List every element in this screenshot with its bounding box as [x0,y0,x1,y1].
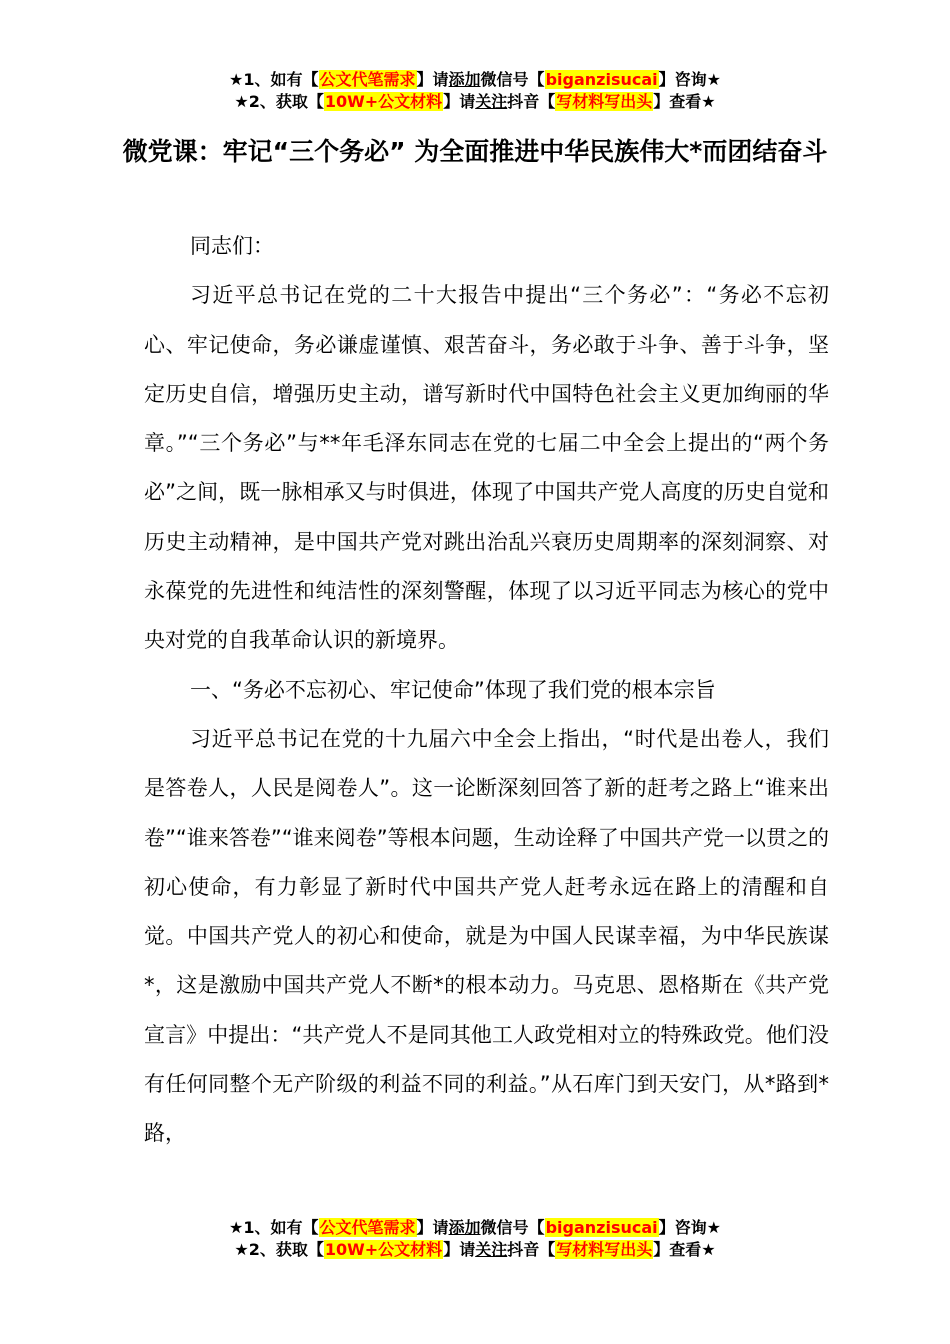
highlight-text: 公文代笔需求 [319,1218,416,1237]
banner-line-1 [0,69,950,91]
section-heading: 一、“务必不忘初心、牢记使命”体现了我们党的根本宗旨 [190,677,716,702]
banner-text: 】咨询★ [658,70,721,89]
banner-line-2 [0,1239,950,1261]
banner-text: ★2、获取【 [234,92,324,111]
banner-text: 】查看★ [653,1240,716,1259]
banner-text: ★2、获取【 [234,1240,324,1259]
underlined-text: 关注 [475,92,508,111]
banner-text: 】咨询★ [658,1218,721,1237]
footer-banner [0,1217,950,1261]
banner-text: 抖音【 [507,92,556,111]
banner-text: 微信号【 [480,70,545,89]
underlined-text: 关注 [475,1240,508,1259]
paragraph: 习近平总书记在党的十九届六中全会上指出，“时代是出卷人，我们是答卷人，人民是阅卷人”。这一论断深刻回答了新的赶考之路上“谁来出卷”“谁来答卷”“谁来阅卷”等根本问题，生动诠释了中国共产党一以贯之的初心使命，有力彰显了新时代中国共产党人赶考永远在路上的清醒和自觉。中国共产党人的初心和使命，就是为中国人民谋幸福，为中华民族谋*，这是激励中国共产党人不断*的根本动力。马克思、恩格斯在《共产党宣言》中提出：“共产党人不是同其他工人政党相对立的特殊政党。他们没有任何同整个无产阶级的利益不同的利益。”从石库门到天安门，从*路到*路， [144,726,829,1146]
wechat-id: biganzisucai [545,1218,658,1237]
salutation: 同志们： [190,234,274,258]
banner-text: ★1、如有【 [229,1218,319,1237]
douyin-account: 写材料写出头 [556,1240,653,1259]
banner-line-1 [0,1217,950,1239]
banner-text: 】请 [416,70,449,89]
highlight-text: 10W+公文材料 [324,1240,443,1259]
document-title: 微党课：牢记“三个务必” 为全面推进中华民族伟大*而团结奋斗 [122,137,828,166]
highlight-text: 公文代笔需求 [319,70,416,89]
banner-text: 】请 [416,1218,449,1237]
document-body [144,222,829,1159]
banner-text: 】请 [443,1240,476,1259]
banner-text: 微信号【 [480,1218,545,1237]
banner-text: 】请 [443,92,476,111]
banner-text: 】查看★ [653,92,716,111]
highlight-text: 10W+公文材料 [324,92,443,111]
banner-line-2 [0,91,950,113]
banner-text: 抖音【 [507,1240,556,1259]
underlined-text: 添加 [448,70,481,89]
underlined-text: 添加 [448,1218,481,1237]
banner-text: ★1、如有【 [229,70,319,89]
header-banner [0,69,950,113]
douyin-account: 写材料写出头 [556,92,653,111]
paragraph: 习近平总书记在党的二十大报告中提出“三个务必”：“务必不忘初心、牢记使命，务必谦虚谨慎、艰苦奋斗，务必敢于斗争、善于斗争，坚定历史自信，增强历史主动，谱写新时代中国特色社会主义更加绚丽的华章。”“三个务必”与**年毛泽东同志在党的七届二中全会上提出的“两个务必”之间，既一脉相承又与时俱进，体现了中国共产党人高度的历史自觉和历史主动精神，是中国共产党对跳出治乱兴衰历史周期率的深刻洞察、对永葆党的先进性和纯洁性的深刻警醒，体现了以习近平同志为核心的党中央对党的自我革命认识的新境界。 [144,283,829,653]
wechat-id: biganzisucai [545,70,658,89]
